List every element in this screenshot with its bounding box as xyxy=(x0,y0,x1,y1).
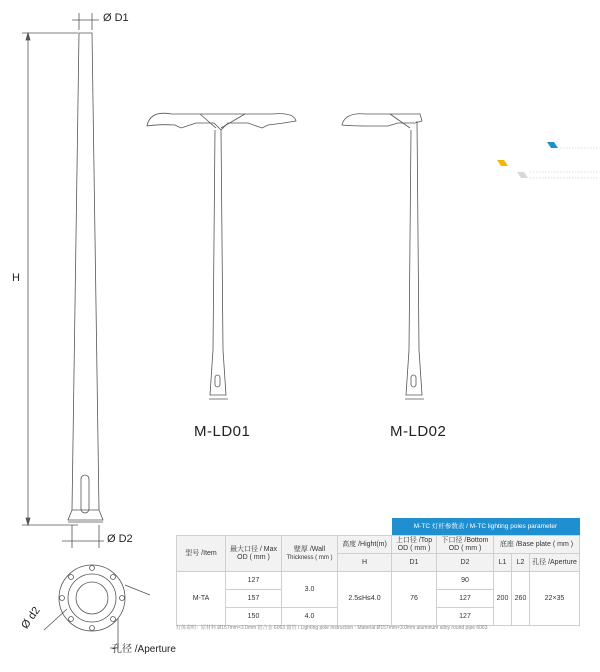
table-title: M-TC 灯杆参数表 / M-TC lighting poles parameter xyxy=(392,518,580,536)
cell-max-od: 150 xyxy=(226,608,282,626)
cell-wall: 3.0 xyxy=(282,572,338,608)
cell-item: M-TA xyxy=(177,572,226,626)
d1-label: Ø D1 xyxy=(103,12,129,24)
header-wall-text: 壁厚 /Wall xyxy=(293,545,326,553)
cell-l2: 260 xyxy=(512,572,530,626)
ld02-pole-drawing xyxy=(342,114,424,399)
cell-d2: 127 xyxy=(437,590,494,608)
h-label: H xyxy=(12,272,20,284)
table-footnote: 灯体说明：原材料 Ø157mm×3.0mm 铝合金 6063 圆管 / Lighting pole instruction : Material Ø157mm×3.0mm aluminum alloy round pipe 6063 xyxy=(176,625,488,631)
parameter-table xyxy=(176,518,580,626)
small-d2-label: Ø d2 xyxy=(19,604,43,632)
header-d2: D2 xyxy=(437,554,494,572)
header-base-plate: 底座 /Base plate ( mm ) xyxy=(494,536,580,554)
header-l2: L2 xyxy=(512,554,530,572)
cell-max-od: 127 xyxy=(226,572,282,590)
aperture-label: 孔径 /Aperture xyxy=(112,644,176,655)
cell-wall: 4.0 xyxy=(282,608,338,626)
model-label-ld01: M-LD01 xyxy=(194,423,251,440)
header-h: H xyxy=(338,554,392,572)
cell-d1: 76 xyxy=(392,572,437,626)
header-wall-sub: Thickness ( mm ) xyxy=(286,554,333,561)
cell-max-od: 157 xyxy=(226,590,282,608)
tall-pole-drawing xyxy=(22,13,104,548)
cell-height: 2.5≤H≤4.0 xyxy=(338,572,392,626)
ld01-pole-drawing xyxy=(147,113,296,399)
cell-d2: 127 xyxy=(437,608,494,626)
decorative-accent-marks xyxy=(497,142,598,178)
header-height: 高度 /Hight(m) xyxy=(338,536,392,554)
header-d1: D1 xyxy=(392,554,437,572)
header-max-od: 最大口径 / Max OD ( mm ) xyxy=(226,536,282,572)
header-top-od: 上口径 /Top OD ( mm ) xyxy=(392,536,437,554)
cell-d2: 90 xyxy=(437,572,494,590)
d2-label: Ø D2 xyxy=(107,533,133,545)
base-plate-drawing xyxy=(44,565,150,648)
model-label-ld02: M-LD02 xyxy=(390,423,447,440)
cell-l1: 200 xyxy=(494,572,512,626)
header-item: 型号 /Item xyxy=(177,536,226,572)
header-bottom-od: 下口径 /Bottom OD ( mm ) xyxy=(437,536,494,554)
cell-aperture: 22×35 xyxy=(530,572,580,626)
header-aperture: 孔径 /Aperture xyxy=(530,554,580,572)
table-row xyxy=(177,572,580,590)
header-l1: L1 xyxy=(494,554,512,572)
header-wall xyxy=(282,536,338,572)
